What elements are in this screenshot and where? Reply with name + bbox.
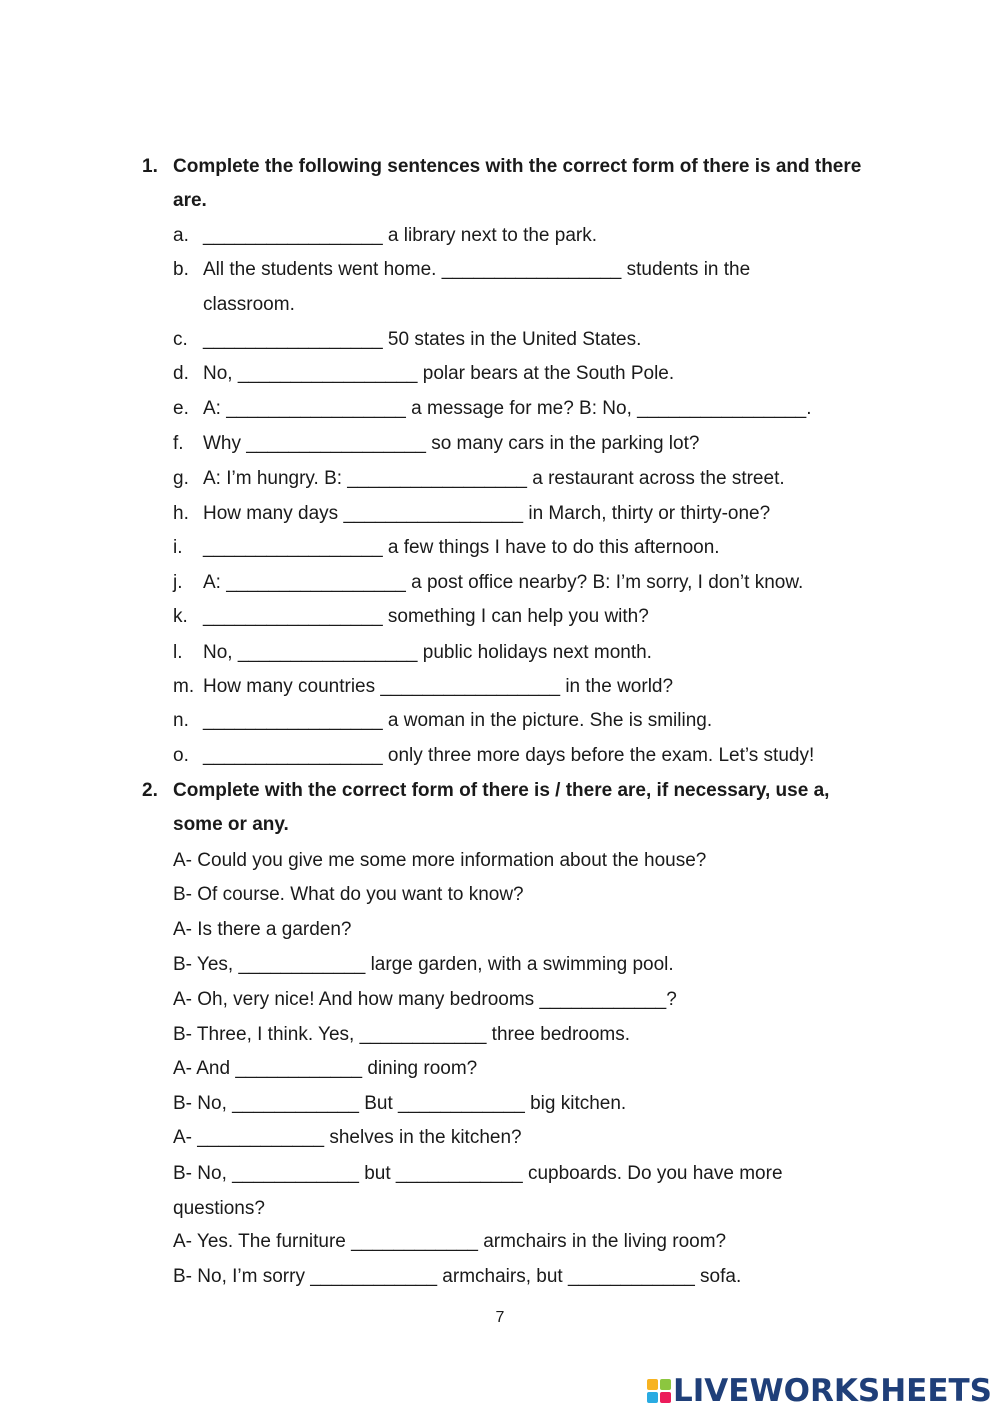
item-label: g. [173, 468, 189, 489]
dialogue-line: A- Oh, very nice! And how many bedrooms ____________? [173, 989, 677, 1010]
page-number: 7 [495, 1309, 505, 1326]
list-item [173, 739, 814, 773]
exercise-1-title: Complete the following sentences with the correct form of there is and there are. [173, 156, 862, 211]
dialogue-line: A- Is there a garden? [173, 919, 352, 940]
liveworksheets-logo-icon [647, 1379, 671, 1403]
item-label: i. [173, 537, 183, 558]
liveworksheets-brand[interactable] [647, 1374, 992, 1408]
list-item [173, 219, 597, 253]
item-label: m. [173, 676, 195, 697]
item-text: How many days _________________ in March, thirty or thirty-one? [203, 503, 771, 524]
dialogue-line: A- Could you give me some more information about the house? [173, 850, 707, 871]
list-item [173, 392, 811, 426]
item-label: a. [173, 225, 189, 246]
dialogue-line: B- No, ____________ but ____________ cupboards. Do you have more [173, 1163, 783, 1184]
item-label: n. [173, 710, 189, 731]
item-label: l. [173, 642, 183, 663]
item-text: _________________ a library next to the park. [203, 225, 598, 246]
dialogue-line: B- Of course. What do you want to know? [173, 884, 524, 905]
item-text: _________________ only three more days before the exam. Let’s study! [203, 745, 815, 766]
exercise-2-heading [142, 774, 863, 842]
item-label: j. [173, 572, 183, 593]
dialogue-line: B- No, ____________ But ____________ big kitchen. [173, 1093, 627, 1114]
list-item [173, 253, 750, 287]
item-text: _________________ 50 states in the United States. [203, 329, 642, 350]
brand-text: LIVEWORKSHEETS [673, 1373, 992, 1409]
item-text: _________________ a woman in the picture. She is smiling. [203, 710, 713, 731]
item-text: Why _________________ so many cars in the parking lot? [203, 433, 700, 454]
list-item [173, 462, 785, 496]
item-label: f. [173, 433, 184, 454]
item-text: A: I’m hungry. B: _________________ a restaurant across the street. [203, 468, 785, 489]
dialogue-line: B- No, I’m sorry ____________ armchairs, but ____________ sofa. [173, 1266, 742, 1287]
item-text: No, _________________ public holidays next month. [203, 642, 652, 663]
list-item [173, 497, 770, 531]
exercise-2-title: Complete with the correct form of there is / there are, if necessary, use a, some or any. [173, 780, 830, 835]
item-text: A: _________________ a message for me? B: No, ________________. [203, 398, 812, 419]
dialogue-line: questions? [173, 1198, 265, 1219]
exercise-1-heading [142, 150, 863, 218]
list-item [173, 427, 699, 461]
item-label: d. [173, 363, 189, 384]
exercise-1-number: 1. [142, 156, 158, 177]
list-item [173, 566, 803, 600]
item-label: b. [173, 259, 189, 280]
exercise-2-number: 2. [142, 780, 158, 801]
dialogue-line: A- ____________ shelves in the kitchen? [173, 1127, 522, 1148]
item-text: _________________ a few things I have to do this afternoon. [203, 537, 720, 558]
list-item [173, 670, 673, 704]
dialogue-line: A- And ____________ dining room? [173, 1058, 478, 1079]
dialogue-line: A- Yes. The furniture ____________ armchairs in the living room? [173, 1231, 727, 1252]
item-continuation: classroom. [203, 294, 295, 315]
item-text: All the students went home. _________________ students in the [203, 259, 751, 280]
item-text: No, _________________ polar bears at the South Pole. [203, 363, 675, 384]
list-item [173, 323, 641, 357]
item-label: o. [173, 745, 189, 766]
dialogue-line: B- Three, I think. Yes, ____________ three bedrooms. [173, 1024, 631, 1045]
list-item [173, 704, 712, 738]
item-label: c. [173, 329, 188, 350]
item-text: How many countries _________________ in the world? [203, 676, 674, 697]
item-label: e. [173, 398, 189, 419]
dialogue-line: B- Yes, ____________ large garden, with a swimming pool. [173, 954, 674, 975]
list-item [173, 357, 674, 391]
list-item [173, 600, 649, 634]
item-label: h. [173, 503, 189, 524]
item-text: _________________ something I can help you with? [203, 606, 649, 627]
list-item [173, 531, 720, 565]
list-item [173, 636, 652, 670]
item-text: A: _________________ a post office nearby? B: I’m sorry, I don’t know. [203, 572, 804, 593]
item-label: k. [173, 606, 188, 627]
